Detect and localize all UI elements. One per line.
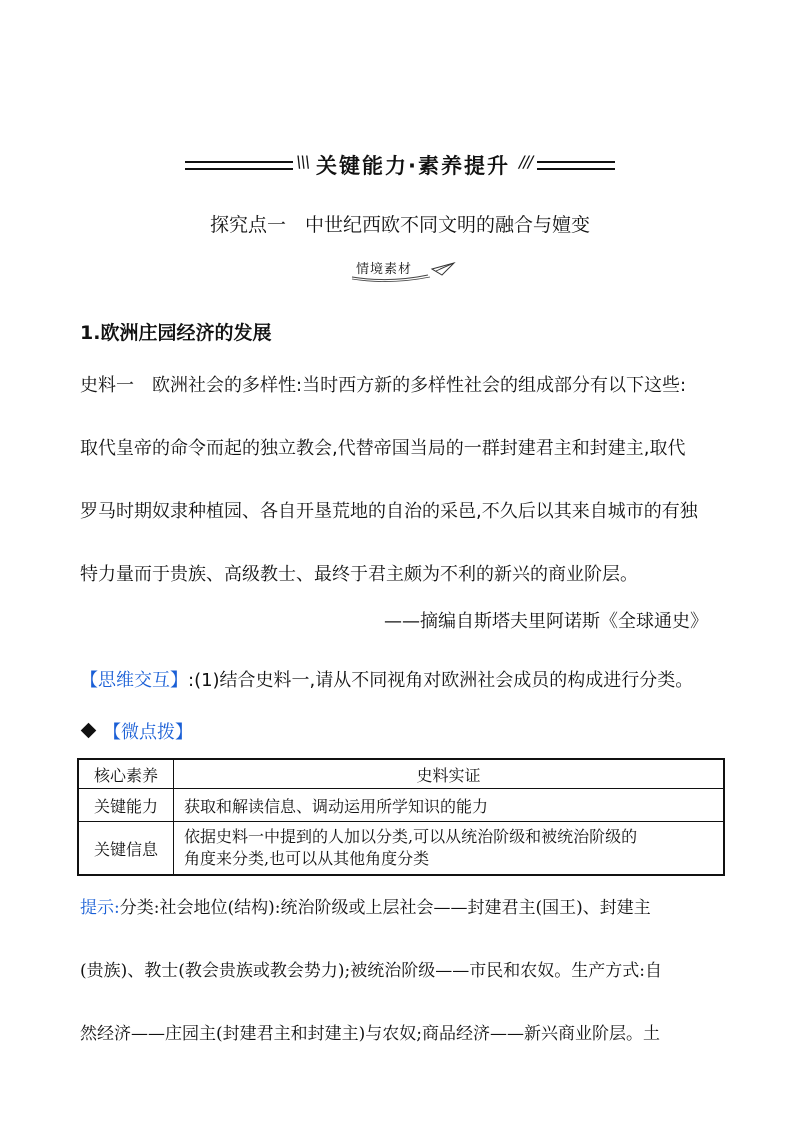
hint-line-3: 然经济——庄园主(封建君主和封建主)与农奴;商品经济——新兴商业阶层。土 — [80, 1024, 660, 1044]
banner-title: 关键能力·素养提升 — [316, 154, 510, 178]
diamond-bullet-icon — [81, 723, 97, 739]
table-cell-value — [174, 822, 725, 876]
source-line-2: 取代皇帝的命令而起的独立教会,代替帝国当局的一群封建君主和封建主,取代 — [80, 438, 686, 459]
section-heading: 1.欧洲庄园经济的发展 — [80, 322, 272, 344]
table-header-row — [78, 759, 724, 789]
think-question — [80, 666, 693, 692]
tip-heading — [80, 718, 193, 744]
table-row — [78, 822, 724, 876]
source-line-3: 罗马时期奴隶种植园、各自开垦荒地的自治的采邑,不久后以其来自城市的有独 — [80, 501, 698, 522]
banner-rule-right — [537, 161, 615, 170]
section-banner — [185, 150, 615, 180]
table-header-cell: 史料实证 — [174, 759, 725, 789]
source-line-4: 特力量而于贵族、高级教士、最终于君主颇为不利的新兴的商业阶层。 — [80, 564, 638, 585]
material-badge — [350, 255, 460, 281]
banner-rule-left — [185, 161, 293, 170]
table-cell-line: 角度来分类,也可以从其他角度分类 — [184, 849, 430, 868]
banner-slashes-left: \\\ — [296, 152, 310, 171]
page-subtitle: 探究点一 中世纪西欧不同文明的融合与嬗变 — [209, 214, 590, 236]
hint-label: 提示: — [80, 898, 120, 918]
hint-line-2: (贵族)、教士(教会贵族或教会势力);被统治阶级——市民和农奴。生产方式:自 — [80, 961, 662, 981]
badge-label: 情境素材 — [356, 262, 413, 277]
skill-table — [77, 758, 725, 876]
hint-line-1 — [80, 893, 651, 918]
citation: ——摘编自斯塔夫里阿诺斯《全球通史》 — [384, 611, 708, 632]
tip-label: 【微点拨】 — [103, 722, 193, 743]
hint-text: 分类:社会地位(结构):统治阶级或上层社会——封建君主(国王)、封建主 — [119, 898, 651, 918]
banner-slashes-right: /// — [519, 152, 533, 171]
table-cell-key: 关键信息 — [78, 822, 174, 876]
table-cell-line: 依据史料一中提到的人加以分类,可以从统治阶级和被统治阶级的 — [184, 827, 638, 846]
table-header-cell: 核心素养 — [78, 759, 174, 789]
table-cell-value: 获取和解读信息、调动运用所学知识的能力 — [174, 789, 725, 822]
think-text: :(1)结合史料一,请从不同视角对欧洲社会成员的构成进行分类。 — [188, 670, 694, 691]
table-cell-key: 关键能力 — [78, 789, 174, 822]
think-label: 【思维交互】 — [80, 670, 188, 691]
source-line-1: 史料一 欧洲社会的多样性:当时西方新的多样性社会的组成部分有以下这些: — [80, 375, 687, 396]
table-row — [78, 789, 724, 822]
